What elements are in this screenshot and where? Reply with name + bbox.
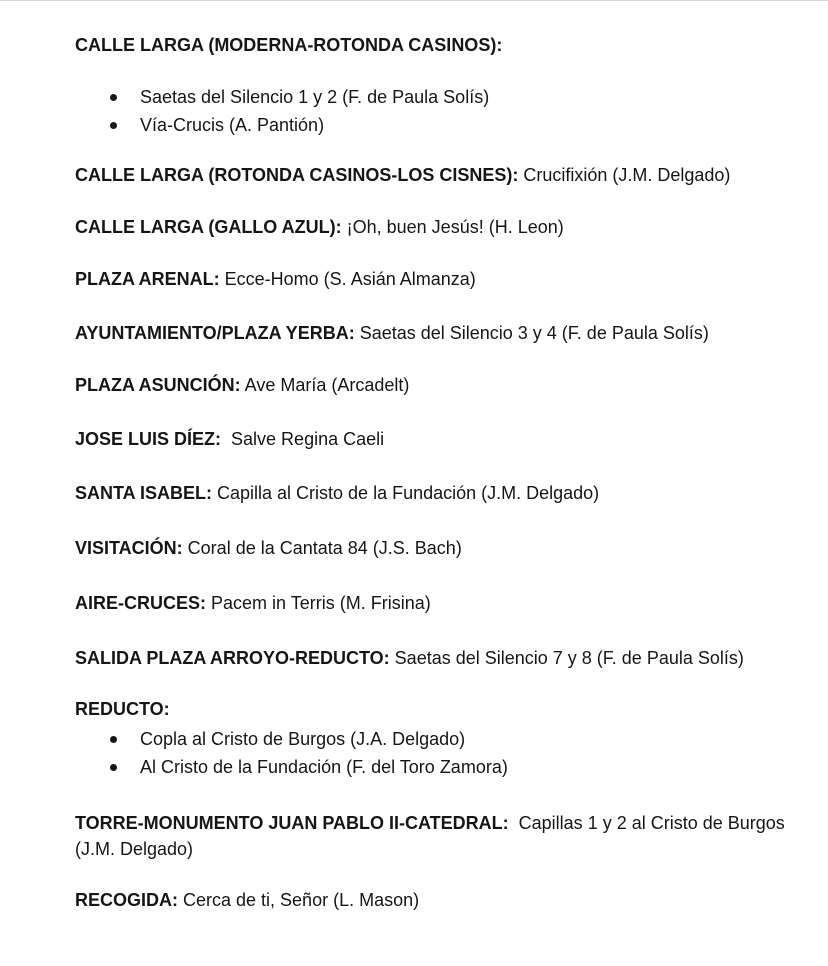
entry-visitacion: VISITACIÓN: Coral de la Cantata 84 (J.S. Bach) [75,538,462,558]
section-heading-reducto: REDUCTO: [75,699,170,719]
entry-calle-larga-rotonda: CALLE LARGA (ROTONDA CASINOS-LOS CISNES): Crucifixión (J.M. Delgado) [75,165,731,185]
bullet-icon [110,764,117,771]
bullet-icon [110,122,117,129]
entry-plaza-asuncion: PLAZA ASUNCIÓN: Ave María (Arcadelt) [75,375,410,395]
entry-ayuntamiento: AYUNTAMIENTO/PLAZA YERBA: Saetas del Silencio 3 y 4 (F. de Paula Solís) [75,323,709,343]
bullet-icon [110,736,117,743]
bullet-icon [110,94,117,101]
entry-jose-luis-diez: JOSE LUIS DÍEZ: Salve Regina Caeli [75,429,385,449]
entry-salida-plaza-arroyo: SALIDA PLAZA ARROYO-REDUCTO: Saetas del Silencio 7 y 8 (F. de Paula Solís) [75,648,744,668]
document-page: CALLE LARGA (MODERNA-ROTONDA CASINOS): Saetas del Silencio 1 y 2 (F. de Paula Solís) Vía-Crucis (A. Pantión) CALLE LARGA (ROTONDA CASINOS-LOS CISNES): Crucifixión (J.M. Delgado) CALLE LARGA (GALLO AZUL): ¡Oh, buen Jesús! (H. Leon) PLAZA ARENAL: Ecce-Homo (S. Asián Almanza) AYUNTAMIENTO/PLAZA YERBA: Saetas del Silencio 3 y 4 (F. de Paula Solís) PLAZA ASUNCIÓN: Ave María (Arcadelt) JOSE LUIS DÍEZ: Salve Regina Caeli SANTA ISABEL: Capilla al Cristo de la Fundación (J.M. Delgado) VISITACIÓN: Coral de la Cantata 84 (J.S. Bach) AIRE-CRUCES: Pacem in Terris (M. Frisina) SALIDA PLAZA ARROYO-REDUCTO: Saetas del Silencio 7 y 8 (F. de Paula Solís) REDUCTO: Copla al Cristo de Burgos (J.A. Delgado) Al Cristo de la Fundación (F. del Toro Zamora) TORRE-MONUMENTO JUAN PABLO II-CATEDRAL: Capillas 1 y 2 al Cristo de Burgos (J.M. Delgado) RECOGIDA: Cerca de ti, Señor (L. Mason) [75,35,785,910]
entry-calle-larga-gallo-azul: CALLE LARGA (GALLO AZUL): ¡Oh, buen Jesús! (H. Leon) [75,217,564,237]
entry-recogida: RECOGIDA: Cerca de ti, Señor (L. Mason) [75,890,420,910]
entry-santa-isabel: SANTA ISABEL: Capilla al Cristo de la Fundación (J.M. Delgado) [75,483,600,503]
entry-torre-monumento: TORRE-MONUMENTO JUAN PABLO II-CATEDRAL: Capillas 1 y 2 al Cristo de Burgos [75,813,785,833]
entry-plaza-arenal: PLAZA ARENAL: Ecce-Homo (S. Asián Almanza) [75,269,476,289]
section-heading-calle-larga-moderna: CALLE LARGA (MODERNA-ROTONDA CASINOS): [75,35,503,55]
entry-torre-monumento-continuation: (J.M. Delgado) [75,839,194,859]
entry-aire-cruces: AIRE-CRUCES: Pacem in Terris (M. Frisina) [75,593,431,613]
